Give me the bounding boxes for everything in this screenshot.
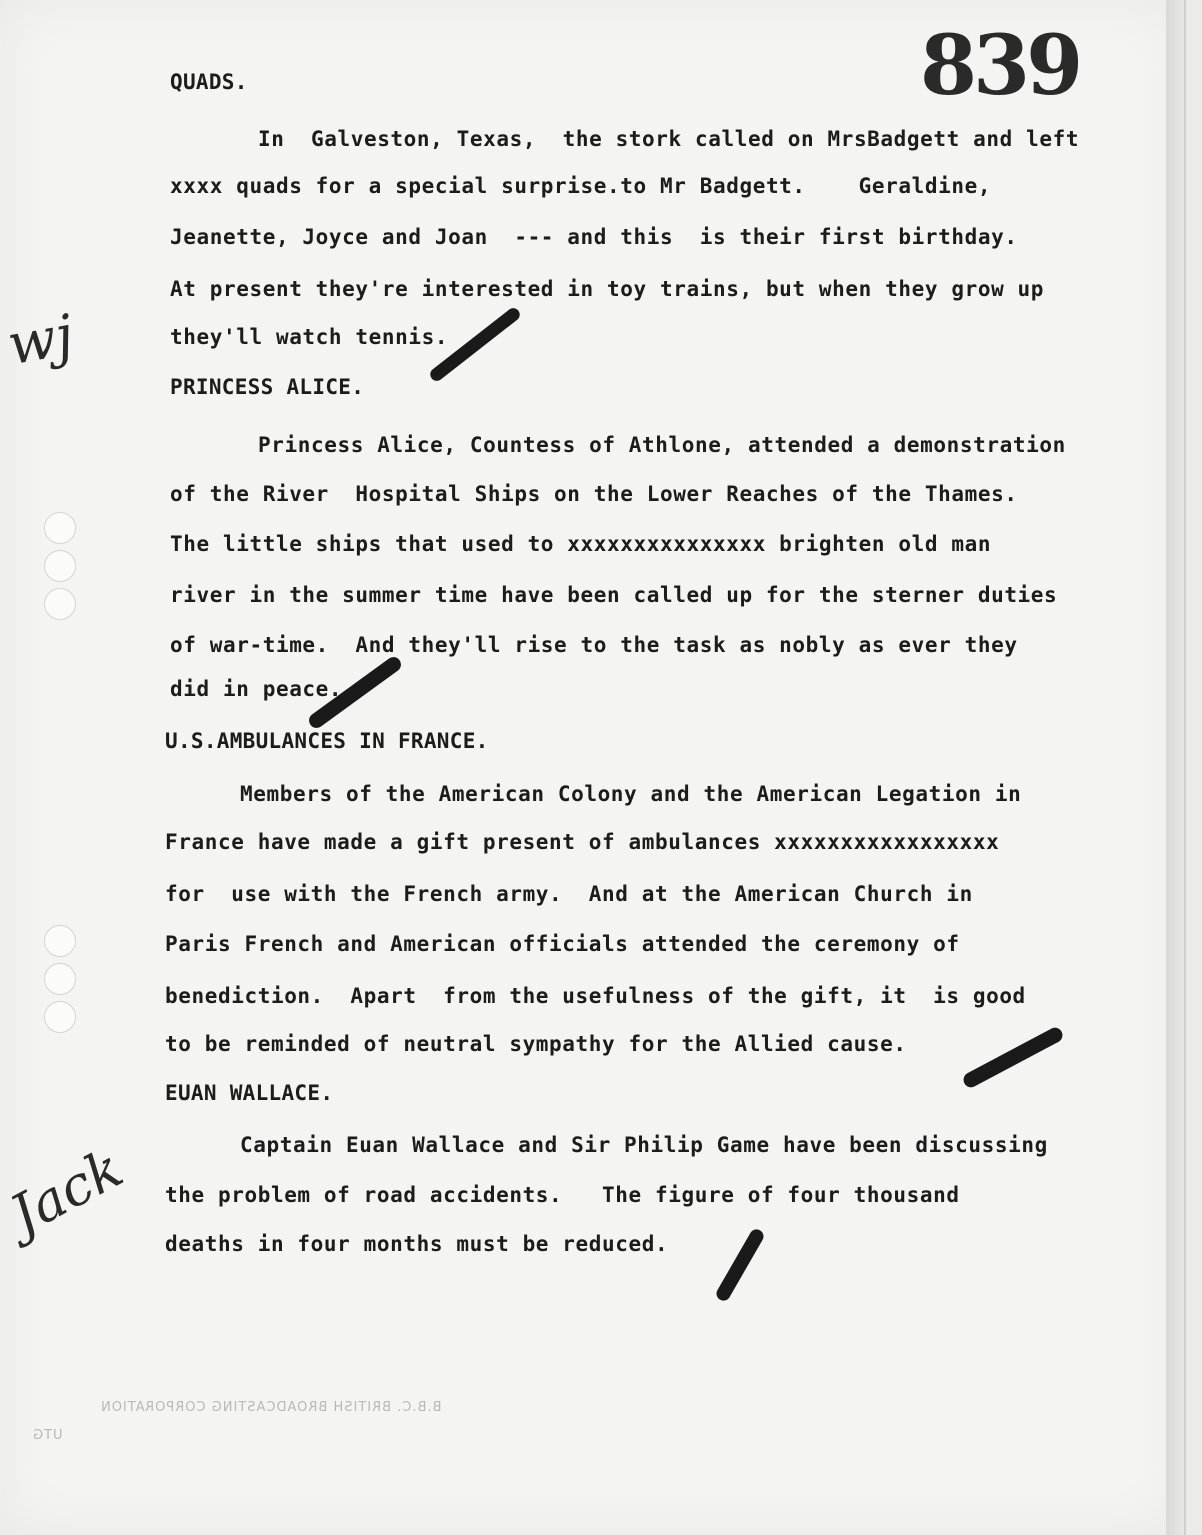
section-heading: PRINCESS ALICE. — [170, 375, 365, 399]
text-line: In Galveston, Texas, the stork called on MrsBadgett and left — [258, 127, 1080, 151]
punch-hole — [44, 512, 76, 544]
text-line: did in peace. — [170, 677, 343, 701]
text-line: Paris French and American officials attended the ceremony of — [165, 932, 960, 956]
end-mark-stroke — [961, 1025, 1065, 1090]
footer-stamp: B.B.C. BRITISH BROADCASTING CORPORATION — [100, 1400, 442, 1415]
punch-hole — [44, 588, 76, 620]
text-line: Members of the American Colony and the American Legation in — [240, 782, 1022, 806]
text-line: Jeanette, Joyce and Joan --- and this is their first birthday. — [170, 225, 1018, 249]
text-line: of the River Hospital Ships on the Lower Reaches of the Thames. — [170, 482, 1018, 506]
punch-hole — [44, 925, 76, 957]
end-mark-stroke — [714, 1227, 766, 1303]
text-line: deaths in four months must be reduced. — [165, 1232, 669, 1256]
section-heading: EUAN WALLACE. — [165, 1081, 334, 1105]
text-line: benediction. Apart from the usefulness of the gift, it is good — [165, 984, 1026, 1008]
paper-edge — [1166, 0, 1184, 1535]
punch-hole — [44, 550, 76, 582]
text-line: river in the summer time have been called up for the sterner duties — [170, 583, 1058, 607]
text-line: the problem of road accidents. The figure of four thousand — [165, 1183, 960, 1207]
text-line: they'll watch tennis. — [170, 325, 449, 349]
section-heading: U.S.AMBULANCES IN FRANCE. — [165, 729, 489, 753]
punch-hole — [44, 963, 76, 995]
text-line: for use with the French army. And at the American Church in — [165, 882, 973, 906]
text-line: At present they're interested in toy trains, but when they grow up — [170, 277, 1045, 301]
text-line: Captain Euan Wallace and Sir Philip Game have been discussing — [240, 1133, 1048, 1157]
text-line: France have made a gift present of ambulances xxxxxxxxxxxxxxxxx — [165, 830, 1000, 854]
text-line: The little ships that used to xxxxxxxxxxxxxxx brighten old man — [170, 532, 992, 556]
margin-initials-top: wj — [2, 302, 79, 379]
text-line: of war-time. And they'll rise to the task as nobly as ever they — [170, 633, 1018, 657]
handwritten-page-number: 839 — [920, 18, 1080, 114]
punch-hole — [44, 1001, 76, 1033]
margin-initials-bottom: Jack — [0, 1136, 133, 1247]
footer-code: UTG — [32, 1428, 63, 1443]
section-heading: QUADS. — [170, 70, 248, 94]
text-line: Princess Alice, Countess of Athlone, attended a demonstration — [258, 433, 1066, 457]
text-line: to be reminded of neutral sympathy for the Allied cause. — [165, 1032, 907, 1056]
text-line: xxxx quads for a special surprise.to Mr Badgett. Geraldine, — [170, 174, 992, 198]
